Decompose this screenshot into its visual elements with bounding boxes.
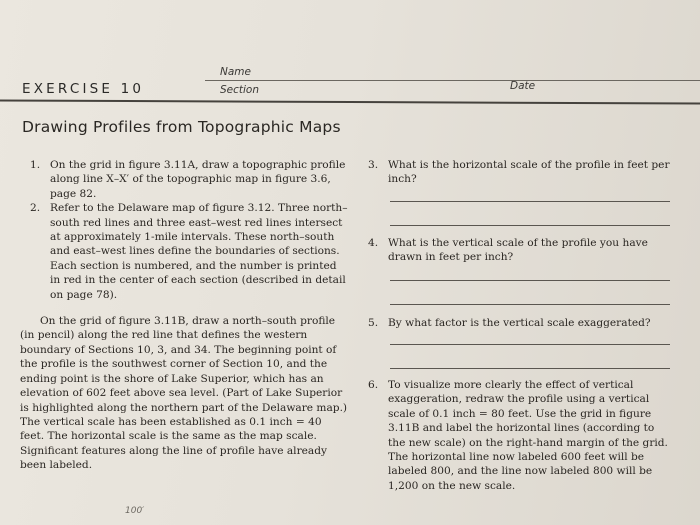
- question-5-number: 5.: [368, 317, 379, 329]
- section-label: Section: [220, 84, 260, 96]
- question-2-instructions: On the grid of figure 3.11B, draw a north–south profile (in pencil) along the red line that defines the western boundary of Sections 10, 3, and 34. The beginning point of the profile is the southwest corner of Section 10, and the ending point is the shore of Lake Superior, which has an elevation of 602 feet above sea level. (Part of Lake Superior is highlighted along the northern part of the Delaware map.) The vertical scale has been established as 0.1 inch = 40 feet. The horizontal scale is the same as the map scale. Significant features along the line of profile have already been labeled.: [20, 315, 348, 472]
- answer-line-3b[interactable]: [390, 225, 670, 226]
- question-5-text: By what factor is the vertical scale exaggerated?: [388, 317, 651, 329]
- question-1: [30, 158, 348, 201]
- left-column: [20, 158, 348, 516]
- question-1-text: On the grid in figure 3.11A, draw a topographic profile along line X–X′ of the topographic map in figure 3.6, page 82.: [50, 159, 346, 200]
- answer-line-5b[interactable]: [390, 368, 670, 369]
- question-3: [368, 158, 673, 187]
- name-underline: [205, 80, 700, 81]
- exercise-heading: EXERCISE 10: [22, 81, 145, 97]
- answer-line-5a[interactable]: [390, 344, 670, 345]
- page-title: Drawing Profiles from Topographic Maps: [22, 118, 341, 136]
- question-1-number: 1.: [30, 159, 41, 171]
- answer-line-4b[interactable]: [390, 304, 670, 305]
- question-5: [368, 316, 673, 330]
- question-6-text: To visualize more clearly the effect of vertical exaggeration, redraw the profile using a vertical scale of 0.1 inch = 80 feet. Use the grid in figure 3.11B and label the horizontal lines (according to the new scale) on the right-hand margin of the grid. The horizontal line now labeled 600 feet will be labeled 800, and the line now labeled 800 will be 1,200 on the new scale.: [388, 379, 668, 492]
- question-6-number: 6.: [368, 379, 379, 391]
- handwritten-note: 100′: [125, 506, 145, 516]
- name-label: Name: [220, 66, 251, 78]
- question-2: [30, 201, 348, 302]
- question-4-text: What is the vertical scale of the profile you have drawn in feet per inch?: [388, 237, 648, 264]
- header-rule: [0, 99, 700, 104]
- answer-line-4a[interactable]: [390, 280, 670, 281]
- question-2-number: 2.: [30, 202, 41, 215]
- date-label: Date: [510, 80, 536, 92]
- question-3-text: What is the horizontal scale of the profile in feet per inch?: [388, 159, 670, 186]
- question-4: [368, 236, 673, 265]
- question-3-number: 3.: [368, 159, 379, 171]
- question-4-number: 4.: [368, 237, 379, 249]
- answer-line-3a[interactable]: [390, 201, 670, 202]
- question-2-text: Refer to the Delaware map of figure 3.12. Three north–south red lines and three east–west red lines intersect at approximately 1-mile intervals. These north–south and east–west lines define the boundaries of sections. Each section is numbered, and the number is printed in red in the center of each section (described in detail on page 78).: [50, 202, 348, 301]
- question-6: [368, 378, 673, 493]
